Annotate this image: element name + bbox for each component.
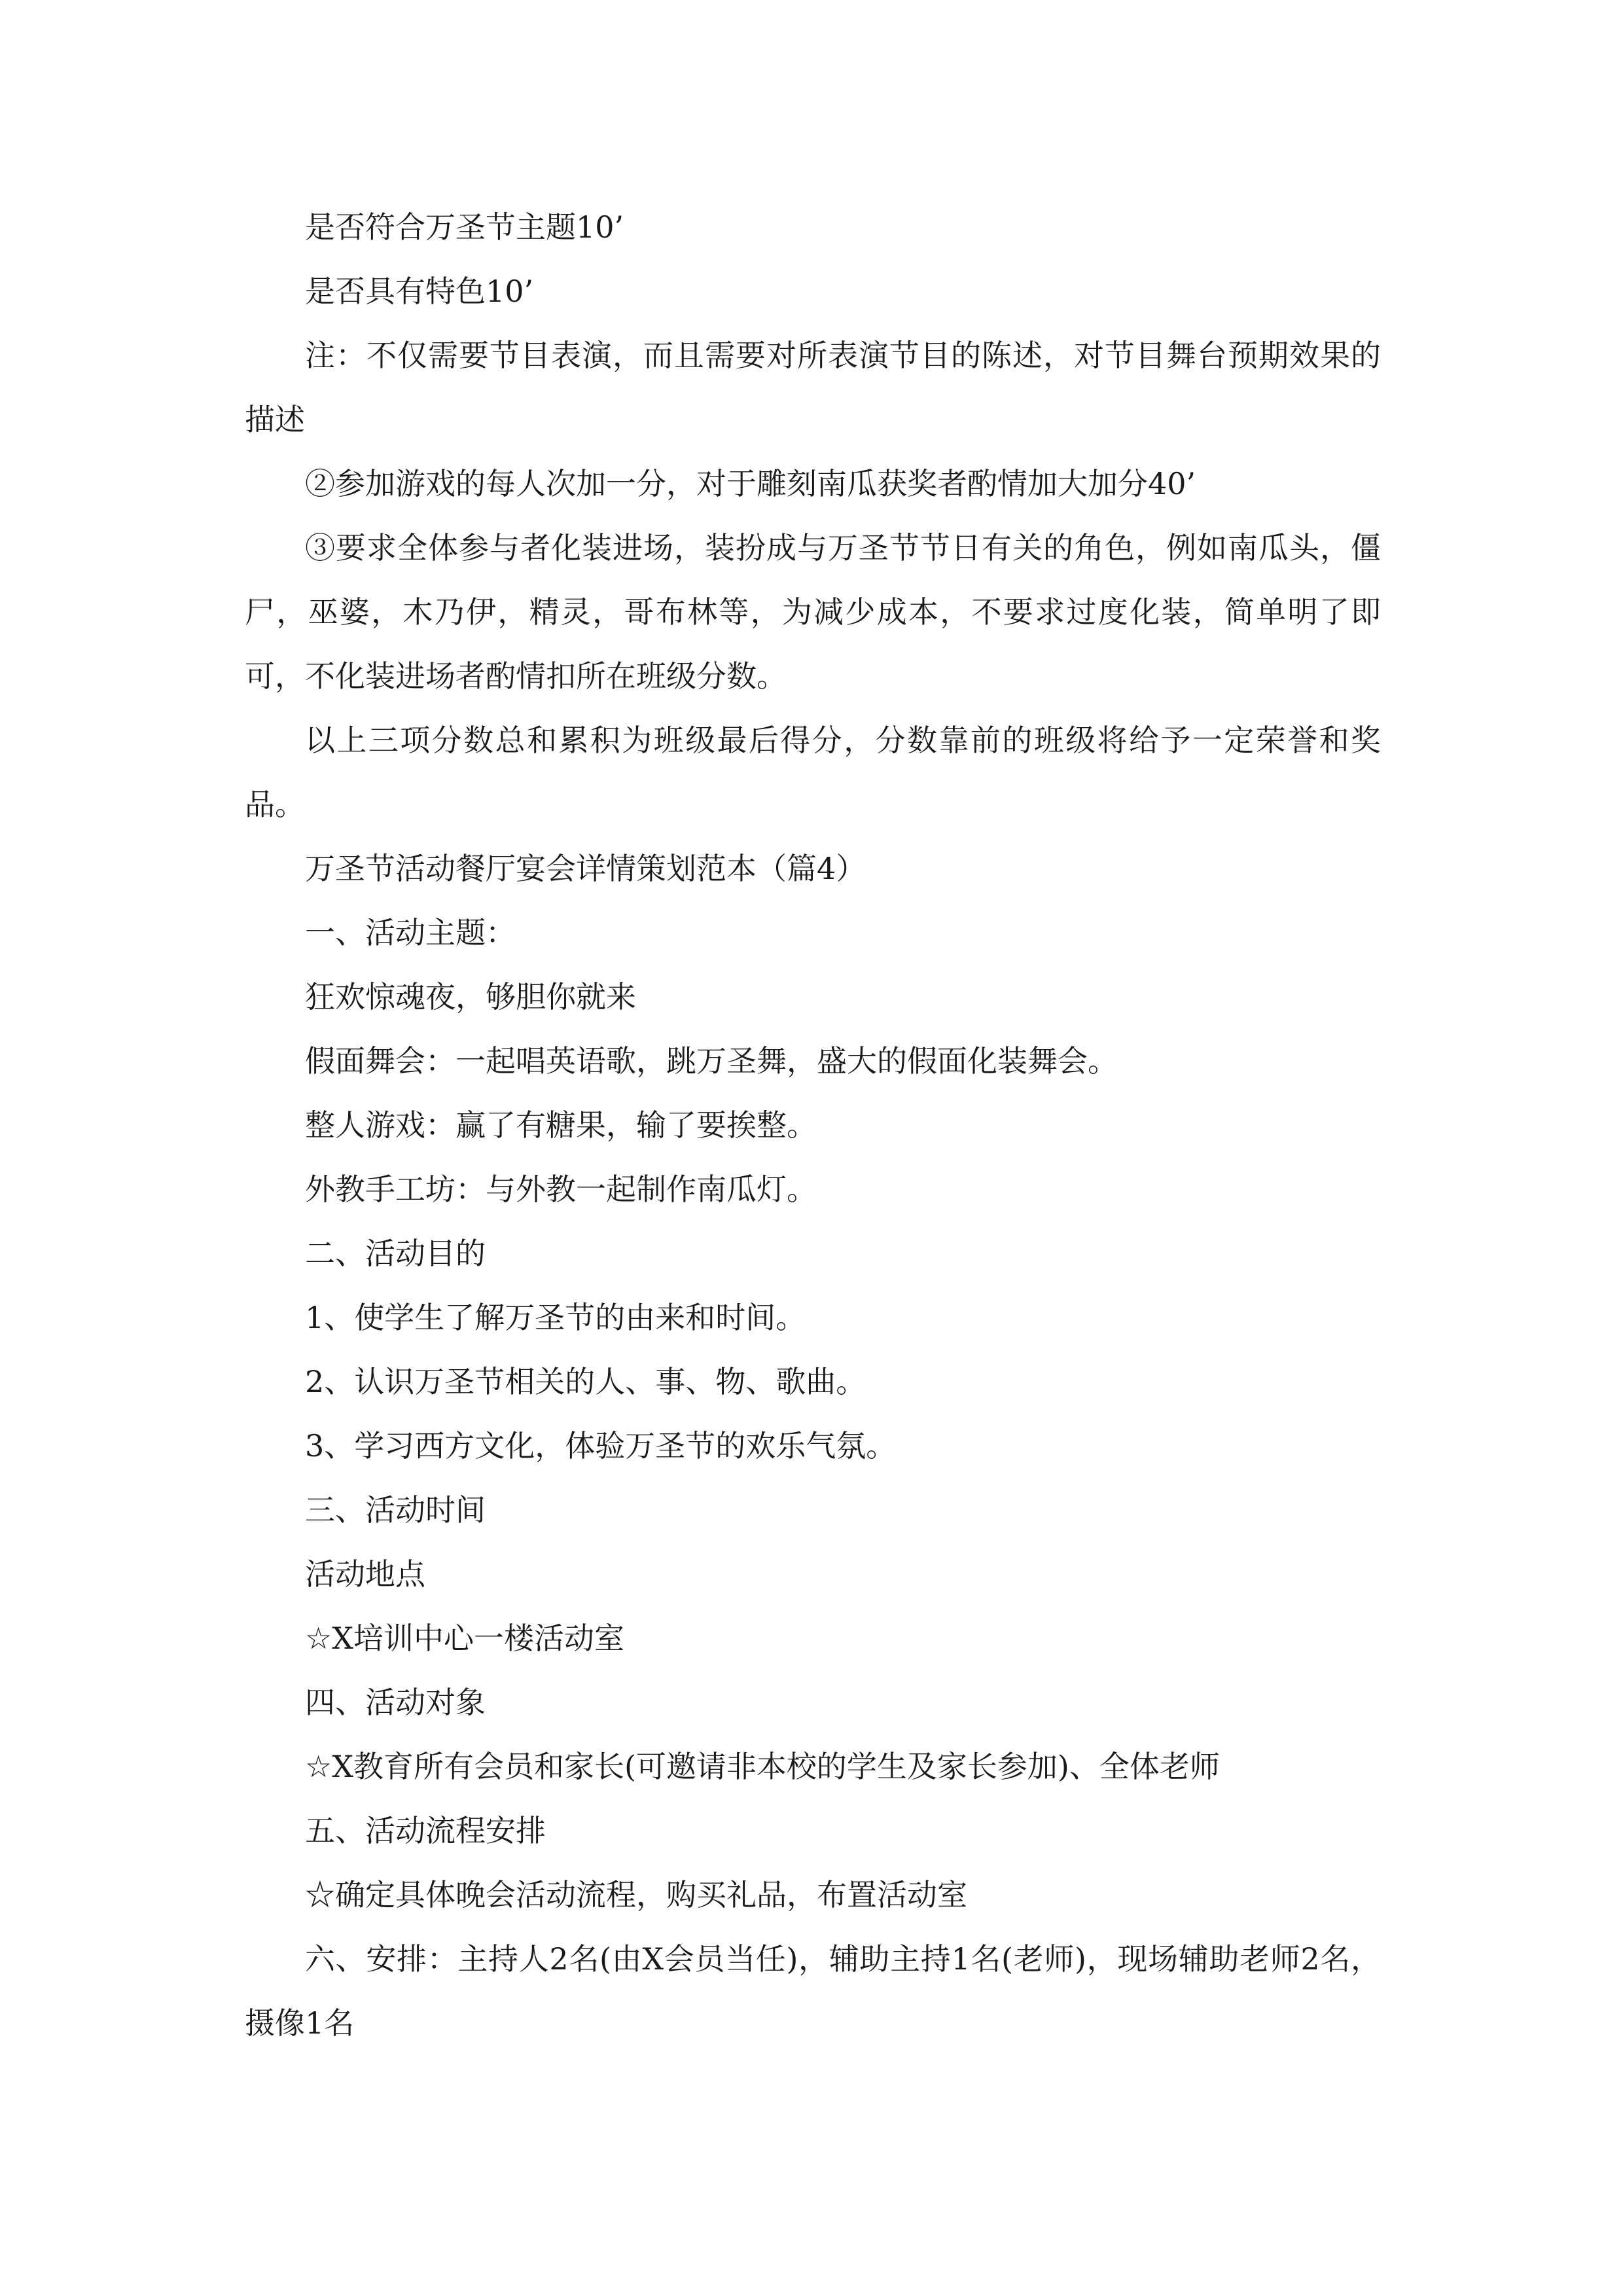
paragraph-masquerade: 假面舞会：一起唱英语歌，跳万圣舞，盛大的假面化装舞会。 (305, 1043, 1118, 1079)
paragraph-criteria-theme: 是否符合万圣节主题10’ (305, 209, 624, 245)
paragraph-scoring-2: ②参加游戏的每人次加一分，对于雕刻南瓜获奖者酌情加大加分40’ (305, 466, 1196, 501)
list-item-purpose-3: 3、学习西方文化，体验万圣节的欢乐气氛。 (305, 1428, 897, 1463)
heading-theme: 一、活动主题： (305, 915, 516, 950)
paragraph-process: ☆确定具体晚会活动流程，购买礼品，布置活动室 (305, 1877, 967, 1912)
paragraph-scoring-summary: 以上三项分数总和累积为班级最后得分，分数靠前的班级将给予一定荣誉和奖品。 (245, 723, 1381, 822)
paragraph-note: 注：不仅需要节目表演，而且需要对所表演节目的陈述，对节目舞台预期效果的描述 (245, 338, 1381, 437)
paragraph-staffing: 六、安排：主持人2名(由X会员当任)，辅助主持1名(老师)，现场辅助老师2名，摄像1名 (245, 1941, 1381, 2041)
document-body (245, 195, 1381, 2055)
heading-location: 活动地点 (305, 1556, 425, 1592)
list-item-purpose-2: 2、认识万圣节相关的人、事、物、歌曲。 (305, 1364, 866, 1399)
paragraph-location: ☆X培训中心一楼活动室 (305, 1621, 624, 1656)
heading-audience: 四、活动对象 (305, 1685, 486, 1720)
heading-process: 五、活动流程安排 (305, 1813, 546, 1848)
paragraph-theme-slogan: 狂欢惊魂夜，够胆你就来 (305, 979, 636, 1014)
section-title: 万圣节活动餐厅宴会详情策划范本（篇4） (305, 851, 866, 886)
paragraph-criteria-feature: 是否具有特色10’ (305, 274, 534, 309)
paragraph-audience: ☆X教育所有会员和家长(可邀请非本校的学生及家长参加)、全体老师 (305, 1749, 1220, 1784)
heading-time: 三、活动时间 (305, 1492, 486, 1528)
paragraph-scoring-3: ③要求全体参与者化装进场，装扮成与万圣节节日有关的角色，例如南瓜头，僵尸，巫婆，木乃伊，精灵，哥布林等，为减少成本，不要求过度化装，简单明了即可，不化装进场者酌情扣所在班级分数。 (245, 530, 1381, 694)
paragraph-craft-workshop: 外教手工坊：与外教一起制作南瓜灯。 (305, 1172, 817, 1207)
list-item-purpose-1: 1、使学生了解万圣节的由来和时间。 (305, 1300, 806, 1335)
heading-purpose: 二、活动目的 (305, 1236, 486, 1271)
paragraph-prank-game: 整人游戏：赢了有糖果，输了要挨整。 (305, 1107, 817, 1143)
